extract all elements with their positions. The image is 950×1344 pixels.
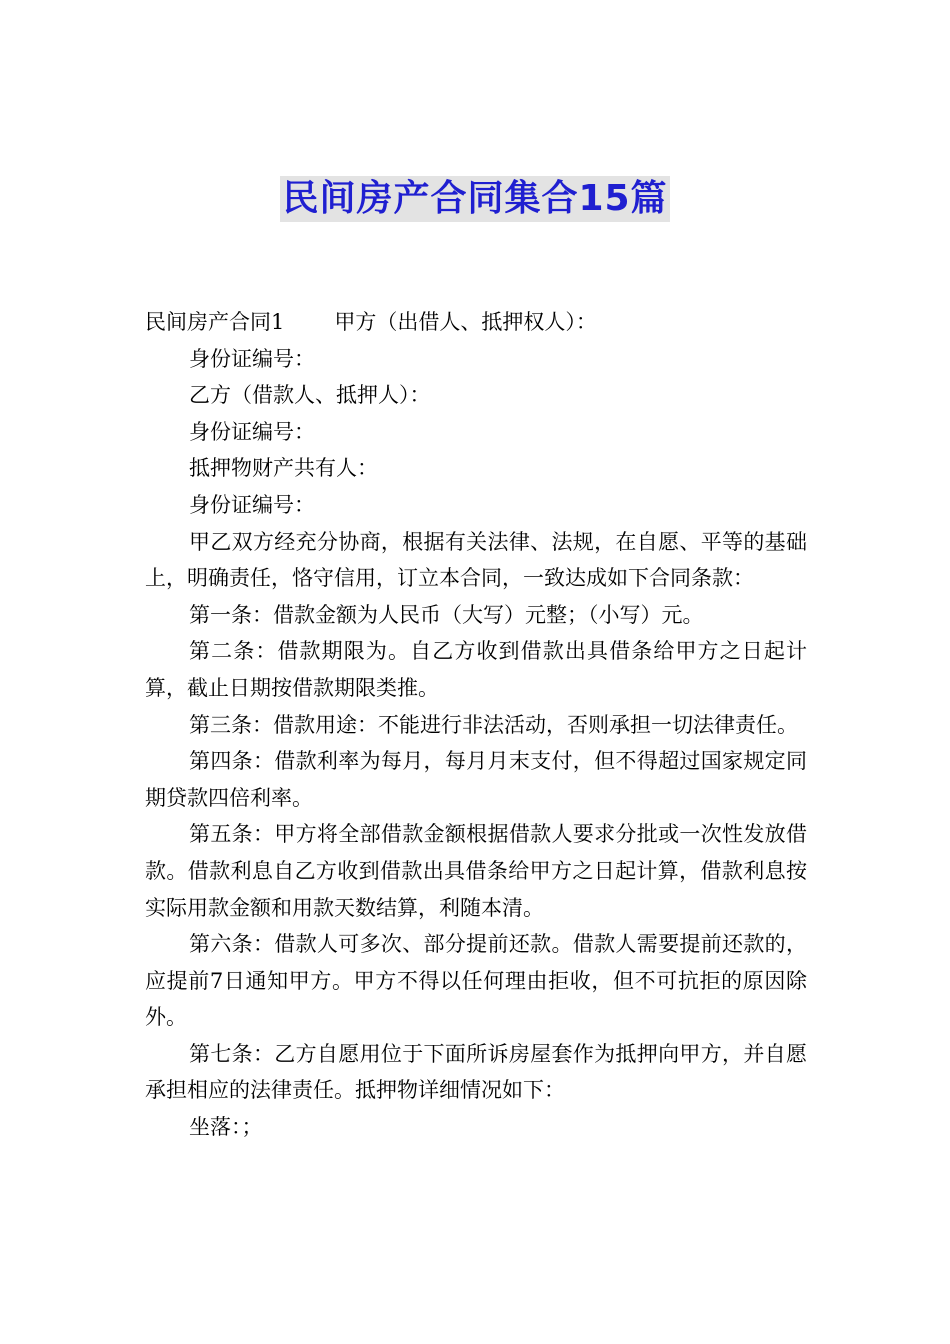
location-line: 坐落：； — [189, 1115, 263, 1140]
co-owner-label: 抵押物财产共有人： — [189, 456, 378, 481]
clause-4: 第四条：借款利率为每月，每月月末支付，但不得超过国家规定同期贷款四倍利率。 — [145, 749, 807, 810]
title-wrap — [0, 176, 950, 222]
co-owner-id: 身份证编号： — [189, 492, 315, 517]
party-a-label: 甲方（出借人、抵押权人）： — [334, 310, 597, 334]
party-b-label: 乙方（借款人、抵押人）： — [189, 383, 431, 408]
contract-heading: 民间房产合同1 — [145, 310, 285, 334]
document-body — [145, 304, 807, 1146]
clause-2: 第二条：借款期限为。自乙方收到借款出具借条给甲方之日起计算，截止日期按借款期限类推。 — [145, 639, 807, 700]
clause-7: 第七条：乙方自愿用位于下面所诉房屋套作为抵押向甲方，并自愿承担相应的法律责任。抵押物详细情况如下： — [145, 1041, 807, 1103]
clause-6: 第六条：借款人可多次、部分提前还款。借款人需要提前还款的，应提前7日通知甲方。甲方不得以任何理由拒收，但不可抗拒的原因除外。 — [145, 932, 807, 1030]
party-a-id: 身份证编号： — [189, 346, 315, 371]
contract-heading-line — [145, 304, 807, 341]
party-b-id: 身份证编号： — [189, 419, 315, 444]
clause-1: 第一条：借款金额为人民币（大写）元整；（小写）元。 — [189, 602, 704, 627]
clause-5: 第五条：甲方将全部借款金额根据借款人要求分批或一次性发放借款。借款利息自乙方收到借款出具借条给甲方之日起计算，借款利息按实际用款金额和用款天数结算，利随本清。 — [145, 822, 807, 920]
clause-3: 第三条：借款用途：不能进行非法活动，否则承担一切法律责任。 — [189, 712, 798, 737]
document-title: 民间房产合同集合15篇 — [280, 176, 669, 222]
preamble: 甲乙双方经充分协商，根据有关法律、法规，在自愿、平等的基础上，明确责任，恪守信用，订立本合同，一致达成如下合同条款： — [145, 529, 807, 591]
